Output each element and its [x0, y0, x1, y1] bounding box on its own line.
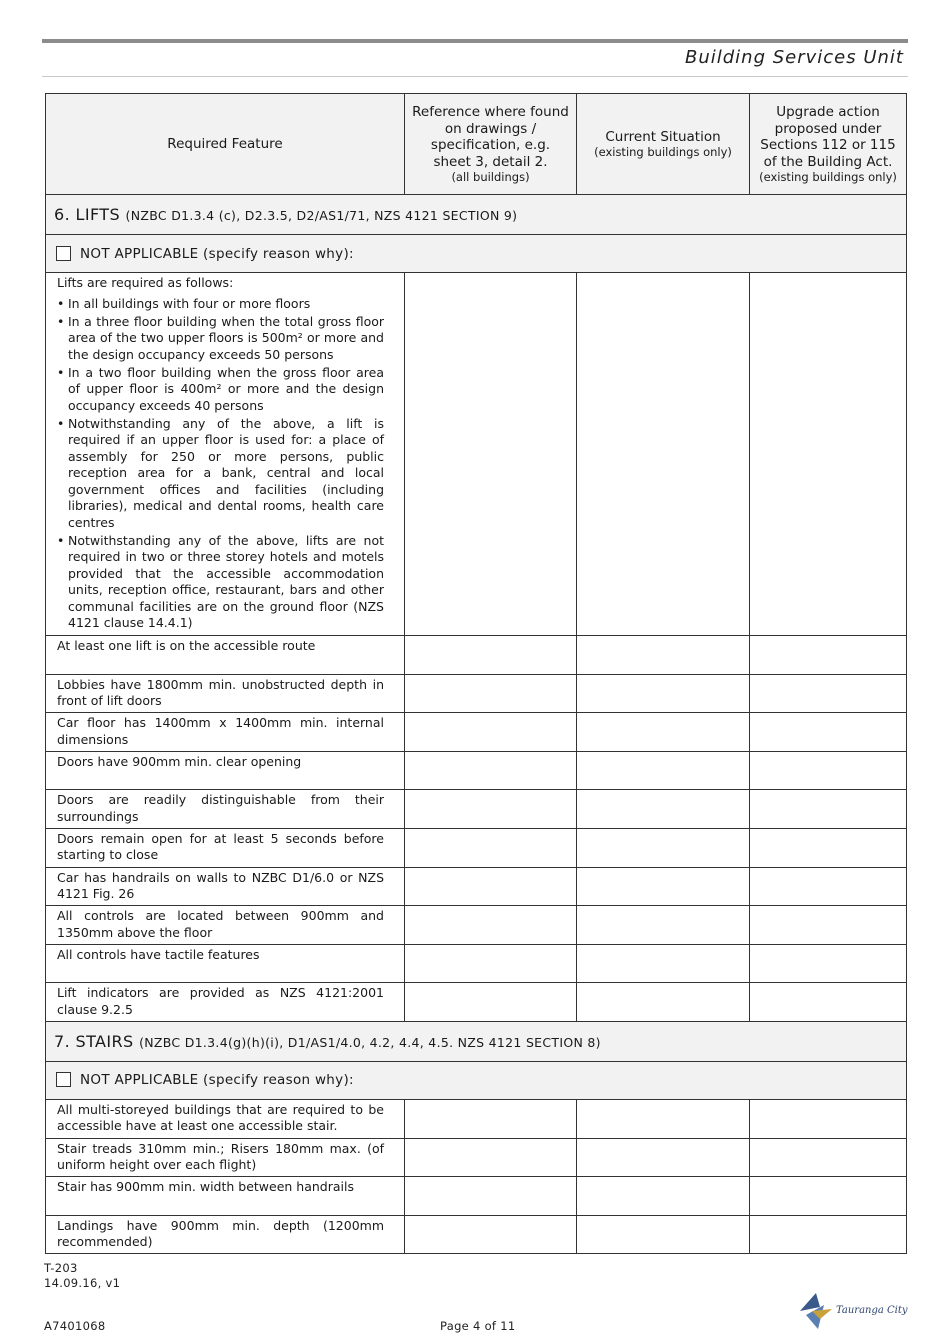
- feature-cell: Lift indicators are provided as NZS 4121:2001 clause 9.2.5: [46, 983, 405, 1022]
- col-header-upgrade: Upgrade action proposed under Sections 112 or 115 of the Building Act. (existing buildings only): [750, 94, 907, 195]
- list-item: • In a three floor building when the total gross floor area of the two upper floors is 500m² or more and the design occupancy exceeds 50 persons: [57, 314, 384, 364]
- current-situation-cell[interactable]: [577, 944, 750, 983]
- reference-cell[interactable]: [405, 674, 577, 713]
- upgrade-action-cell[interactable]: [750, 983, 907, 1022]
- table-row: [46, 1215, 907, 1254]
- feature-intro: Lifts are required as follows:: [57, 275, 234, 290]
- not-applicable-checkbox[interactable]: [56, 246, 71, 261]
- not-applicable-label: NOT APPLICABLE (specify reason why):: [80, 1072, 354, 1089]
- tauranga-city-logo: [798, 1289, 908, 1331]
- not-applicable-label: NOT APPLICABLE (specify reason why):: [80, 245, 354, 262]
- not-applicable-row: [46, 1061, 907, 1099]
- current-situation-cell[interactable]: [577, 828, 750, 867]
- current-situation-cell[interactable]: [577, 867, 750, 906]
- upgrade-action-cell[interactable]: [750, 751, 907, 790]
- list-item: • Notwithstanding any of the above, a lift is required if an upper floor is used for: a place of assembly for 250 or more persons, public reception area for a bank, central and local government offices and facilities (including libraries), medical and dental rooms, health care centres: [57, 416, 384, 532]
- reference-cell[interactable]: [405, 828, 577, 867]
- logo-blue-shape: [800, 1293, 820, 1311]
- reference-cell[interactable]: [405, 1138, 577, 1177]
- col-header-reference: Reference where found on drawings / specification, e.g. sheet 3, detail 2. (all buildings): [405, 94, 577, 195]
- list-item: • In a two floor building when the gross floor area of upper floor is 400m² or more and the design occupancy exceeds 40 persons: [57, 365, 384, 415]
- table-header-row: [46, 94, 907, 195]
- table-row: [46, 944, 907, 983]
- feature-cell: All multi-storeyed buildings that are required to be accessible have at least one accessible stair.: [46, 1099, 405, 1138]
- reference-cell[interactable]: [405, 906, 577, 945]
- reference-cell[interactable]: [405, 944, 577, 983]
- header-title: Building Services Unit: [684, 47, 904, 68]
- col-header-feature: Required Feature: [46, 94, 405, 195]
- feature-cell: Landings have 900mm min. depth (1200mm recommended): [46, 1215, 405, 1254]
- feature-cell: At least one lift is on the accessible route: [46, 636, 405, 675]
- requirements-table: [45, 93, 907, 1254]
- feature-cell: Stair treads 310mm min.; Risers 180mm max. (of uniform height over each flight): [46, 1138, 405, 1177]
- section-heading-stairs: [46, 1021, 907, 1061]
- feature-cell: Car has handrails on walls to NZBC D1/6.0 or NZS 4121 Fig. 26: [46, 867, 405, 906]
- feature-cell: All controls have tactile features: [46, 944, 405, 983]
- table-row: [46, 1177, 907, 1216]
- table-row: [46, 906, 907, 945]
- reference-cell[interactable]: [405, 1099, 577, 1138]
- current-situation-cell[interactable]: [577, 1177, 750, 1216]
- upgrade-action-cell[interactable]: [750, 1099, 907, 1138]
- upgrade-action-cell[interactable]: [750, 713, 907, 752]
- page-number: Page 4 of 11: [440, 1319, 516, 1333]
- table-row: [46, 1138, 907, 1177]
- current-situation-cell[interactable]: [577, 636, 750, 675]
- upgrade-action-cell[interactable]: [750, 1177, 907, 1216]
- feature-cell: Doors have 900mm min. clear opening: [46, 751, 405, 790]
- col-header-current: Current Situation (existing buildings only): [577, 94, 750, 195]
- upgrade-action-cell[interactable]: [750, 867, 907, 906]
- reference-cell[interactable]: [405, 983, 577, 1022]
- upgrade-action-cell[interactable]: [750, 790, 907, 829]
- upgrade-action-cell[interactable]: [750, 828, 907, 867]
- upgrade-action-cell[interactable]: [750, 1138, 907, 1177]
- current-situation-cell[interactable]: [577, 1215, 750, 1254]
- current-situation-cell[interactable]: [577, 790, 750, 829]
- table-row: [46, 1099, 907, 1138]
- upgrade-action-cell[interactable]: [750, 636, 907, 675]
- reference-cell[interactable]: [405, 790, 577, 829]
- table-row: [46, 273, 907, 636]
- feature-cell: [46, 273, 405, 636]
- feature-bullet-list: [57, 296, 384, 632]
- current-situation-cell[interactable]: [577, 1138, 750, 1177]
- feature-cell: Stair has 900mm min. width between handrails: [46, 1177, 405, 1216]
- section-reference: (NZBC D1.3.4(g)(h)(i), D1/AS1/4.0, 4.2, 4.4, 4.5. NZS 4121 SECTION 8): [139, 1034, 601, 1050]
- upgrade-action-cell[interactable]: [750, 944, 907, 983]
- header-divider: [42, 76, 908, 77]
- reference-cell[interactable]: [405, 273, 577, 636]
- table-row: [46, 790, 907, 829]
- not-applicable-checkbox[interactable]: [56, 1072, 71, 1087]
- form-code: T-203: [44, 1261, 78, 1275]
- current-situation-cell[interactable]: [577, 906, 750, 945]
- feature-cell: All controls are located between 900mm and 1350mm above the floor: [46, 906, 405, 945]
- upgrade-action-cell[interactable]: [750, 1215, 907, 1254]
- section-title: 7. STAIRS: [54, 1031, 134, 1051]
- feature-cell: Car floor has 1400mm x 1400mm min. internal dimensions: [46, 713, 405, 752]
- current-situation-cell[interactable]: [577, 751, 750, 790]
- table-row: [46, 674, 907, 713]
- section-heading-lifts: [46, 195, 907, 235]
- feature-cell: Doors remain open for at least 5 seconds before starting to close: [46, 828, 405, 867]
- current-situation-cell[interactable]: [577, 674, 750, 713]
- current-situation-cell[interactable]: [577, 273, 750, 636]
- table-row: [46, 751, 907, 790]
- header-top-rule: [42, 39, 908, 43]
- current-situation-cell[interactable]: [577, 713, 750, 752]
- upgrade-action-cell[interactable]: [750, 906, 907, 945]
- feature-cell: Doors are readily distinguishable from their surroundings: [46, 790, 405, 829]
- table-row: [46, 713, 907, 752]
- reference-cell[interactable]: [405, 636, 577, 675]
- section-title: 6. LIFTS: [54, 205, 121, 224]
- upgrade-action-cell[interactable]: [750, 273, 907, 636]
- table-row: [46, 828, 907, 867]
- feature-cell: Lobbies have 1800mm min. unobstructed depth in front of lift doors: [46, 674, 405, 713]
- current-situation-cell[interactable]: [577, 1099, 750, 1138]
- current-situation-cell[interactable]: [577, 983, 750, 1022]
- not-applicable-row: [46, 235, 907, 273]
- list-item: • Notwithstanding any of the above, lifts are not required in two or three storey hotels and motels provided that the accessible accommodation units, reception office, restaurant, bars and other communal facilities are on the ground floor (NZS 4121 clause 14.4.1): [57, 533, 384, 632]
- form-version: 14.09.16, v1: [44, 1276, 121, 1290]
- list-item: • In all buildings with four or more floors: [57, 296, 384, 313]
- section-reference: (NZBC D1.3.4 (c), D2.3.5, D2/AS1/71, NZS 4121 SECTION 9): [125, 208, 518, 223]
- document-id: A7401068: [44, 1319, 106, 1333]
- table-row: [46, 983, 907, 1022]
- reference-cell[interactable]: [405, 1177, 577, 1216]
- upgrade-action-cell[interactable]: [750, 674, 907, 713]
- reference-cell[interactable]: [405, 713, 577, 752]
- reference-cell[interactable]: [405, 867, 577, 906]
- table-row: [46, 636, 907, 675]
- table-row: [46, 867, 907, 906]
- reference-cell[interactable]: [405, 1215, 577, 1254]
- logo-text: Tauranga City: [836, 1305, 908, 1316]
- reference-cell[interactable]: [405, 751, 577, 790]
